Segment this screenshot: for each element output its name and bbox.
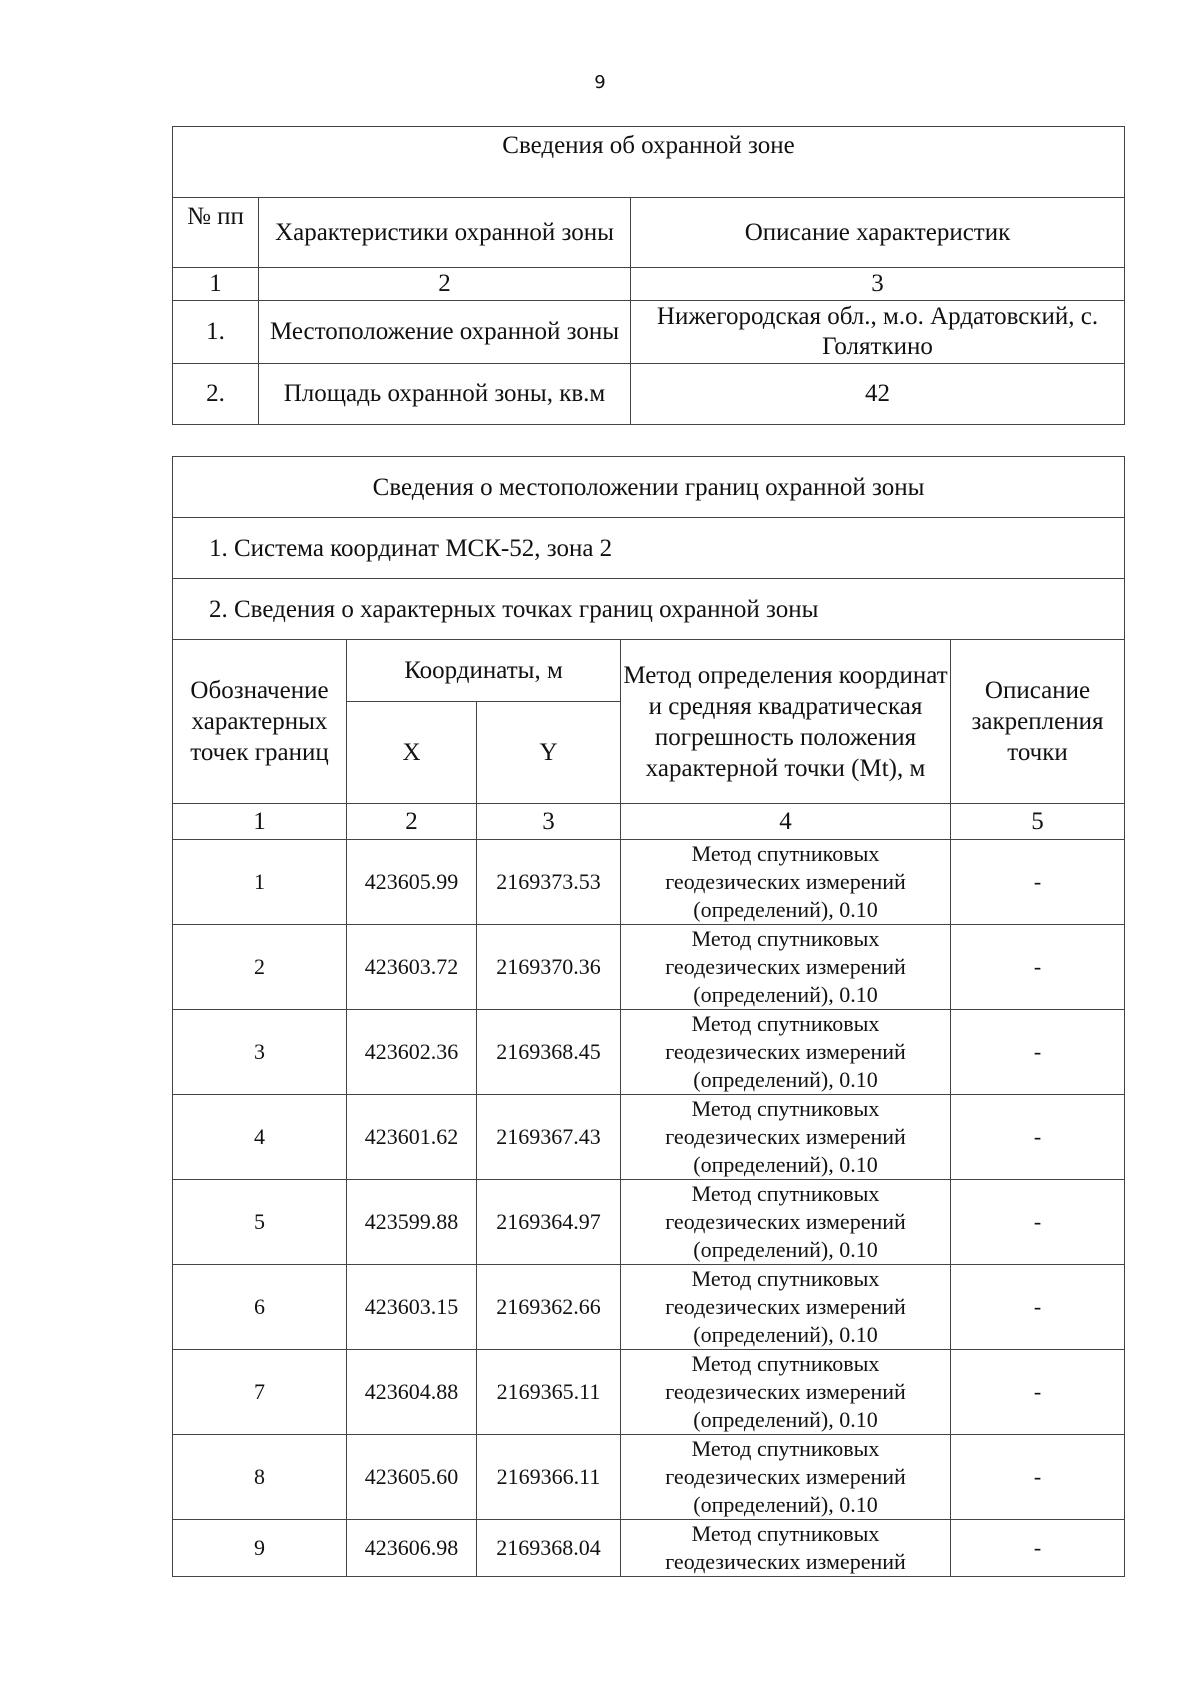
- column-number: 1: [173, 804, 347, 840]
- point-y: 2169366.11: [477, 1435, 621, 1520]
- row-name: Площадь охранной зоны, кв.м: [259, 364, 631, 425]
- point-x: 423601.62: [347, 1095, 477, 1180]
- row-number: 1.: [173, 301, 259, 364]
- point-id: 3: [173, 1010, 347, 1095]
- table-row: [173, 364, 1125, 425]
- point-method: Метод спутниковых геодезических измерений (определений), 0.10: [621, 1180, 951, 1265]
- header-coordinates: Координаты, м: [347, 640, 621, 702]
- table-row: [173, 1265, 1125, 1350]
- column-number: 3: [631, 268, 1125, 301]
- point-fixing: -: [951, 840, 1125, 925]
- boundaries-title: Сведения о местоположении границ охранной зоны: [173, 457, 1125, 518]
- points-section-title: 2. Сведения о характерных точках границ охранной зоны: [173, 579, 1125, 640]
- point-fixing: -: [951, 1095, 1125, 1180]
- header-description: Описание характеристик: [631, 198, 1125, 268]
- point-method: Метод спутниковых геодезических измерений (определений), 0.10: [621, 1010, 951, 1095]
- point-fixing: -: [951, 1350, 1125, 1435]
- point-fixing: -: [951, 1180, 1125, 1265]
- column-number: 4: [621, 804, 951, 840]
- header-characteristics: Характеристики охранной зоны: [259, 198, 631, 268]
- table-row: [173, 840, 1125, 925]
- point-id: 9: [173, 1520, 347, 1577]
- row-value: Нижегородская обл., м.о. Ардатовский, с. Голяткино: [631, 301, 1125, 364]
- point-y: 2169373.53: [477, 840, 621, 925]
- header-fixing: Описание закрепления точки: [951, 640, 1125, 804]
- point-x: 423605.60: [347, 1435, 477, 1520]
- row-value: 42: [631, 364, 1125, 425]
- row-number: 2.: [173, 364, 259, 425]
- coordinate-system: 1. Система координат МСК-52, зона 2: [173, 518, 1125, 579]
- point-x: 423605.99: [347, 840, 477, 925]
- point-id: 5: [173, 1180, 347, 1265]
- point-id: 4: [173, 1095, 347, 1180]
- point-method: Метод спутниковых геодезических измерений (определений), 0.10: [621, 1350, 951, 1435]
- point-y: 2169364.97: [477, 1180, 621, 1265]
- point-fixing: -: [951, 1010, 1125, 1095]
- point-id: 2: [173, 925, 347, 1010]
- point-x: 423603.72: [347, 925, 477, 1010]
- point-fixing: -: [951, 925, 1125, 1010]
- point-y: 2169368.45: [477, 1010, 621, 1095]
- point-x: 423602.36: [347, 1010, 477, 1095]
- point-id: 1: [173, 840, 347, 925]
- header-y: Y: [477, 702, 621, 804]
- point-y: 2169362.66: [477, 1265, 621, 1350]
- protection-zone-table: [172, 126, 1125, 425]
- column-number: 3: [477, 804, 621, 840]
- table-row: [173, 1180, 1125, 1265]
- point-id: 7: [173, 1350, 347, 1435]
- table-row: [173, 1435, 1125, 1520]
- point-method: Метод спутниковых геодезических измерений (определений), 0.10: [621, 1265, 951, 1350]
- point-method: Метод спутниковых геодезических измерений (определений), 0.10: [621, 925, 951, 1010]
- table-row: [173, 925, 1125, 1010]
- table-row: [173, 301, 1125, 364]
- point-fixing: -: [951, 1265, 1125, 1350]
- header-x: X: [347, 702, 477, 804]
- column-number: 5: [951, 804, 1125, 840]
- point-id: 6: [173, 1265, 347, 1350]
- point-x: 423603.15: [347, 1265, 477, 1350]
- boundaries-table: [172, 456, 1125, 1577]
- point-y: 2169365.11: [477, 1350, 621, 1435]
- header-number: № пп: [173, 198, 259, 268]
- column-number: 2: [347, 804, 477, 840]
- table-row: [173, 1010, 1125, 1095]
- point-x: 423604.88: [347, 1350, 477, 1435]
- table-row: [173, 1520, 1125, 1577]
- table-row: [173, 1095, 1125, 1180]
- point-method: Метод спутниковых геодезических измерений (определений), 0.10: [621, 1095, 951, 1180]
- point-y: 2169368.04: [477, 1520, 621, 1577]
- point-method: Метод спутниковых геодезических измерений (определений), 0.10: [621, 840, 951, 925]
- row-name: Местоположение охранной зоны: [259, 301, 631, 364]
- column-number: 1: [173, 268, 259, 301]
- point-method: Метод спутниковых геодезических измерений: [621, 1520, 951, 1577]
- zone-table-title: Сведения об охранной зоне: [173, 127, 1125, 198]
- header-designation: Обозначение характерных точек границ: [173, 640, 347, 804]
- header-method: Метод определения координат и средняя квадратическая погрешность положения характерной точки (Mt), м: [621, 640, 951, 804]
- point-id: 8: [173, 1435, 347, 1520]
- page-number: 9: [594, 72, 606, 93]
- point-y: 2169370.36: [477, 925, 621, 1010]
- point-method: Метод спутниковых геодезических измерений (определений), 0.10: [621, 1435, 951, 1520]
- point-fixing: -: [951, 1435, 1125, 1520]
- point-y: 2169367.43: [477, 1095, 621, 1180]
- point-x: 423606.98: [347, 1520, 477, 1577]
- point-x: 423599.88: [347, 1180, 477, 1265]
- point-fixing: -: [951, 1520, 1125, 1577]
- table-row: [173, 1350, 1125, 1435]
- column-number: 2: [259, 268, 631, 301]
